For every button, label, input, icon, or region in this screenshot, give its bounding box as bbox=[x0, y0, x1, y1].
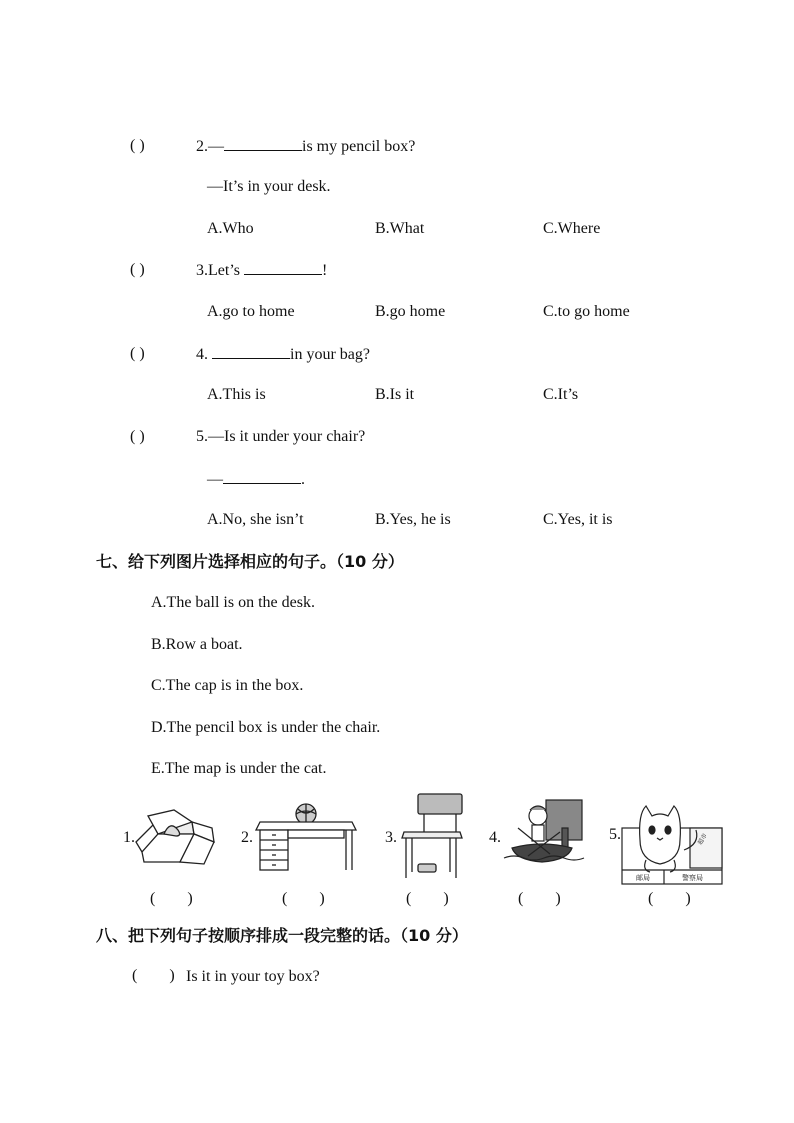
picture-3-answer[interactable]: ( ) bbox=[406, 890, 449, 907]
option-b: B.Is it bbox=[375, 386, 415, 403]
reply-line bbox=[207, 469, 305, 490]
option-c: C.to go home bbox=[543, 303, 630, 320]
open-box-picture bbox=[134, 806, 216, 866]
desk-with-ball-picture bbox=[256, 800, 360, 872]
answer-paren[interactable]: ( ) bbox=[130, 428, 145, 445]
stem-suffix: is my pencil box? bbox=[302, 138, 416, 155]
answer-paren[interactable]: ( ) bbox=[130, 137, 145, 154]
question-stem bbox=[196, 344, 370, 365]
fill-blank[interactable] bbox=[244, 260, 322, 275]
picture-3-number: 3. bbox=[385, 829, 397, 846]
option-b: B.Yes, he is bbox=[375, 511, 451, 528]
map-label-supermarket: 超市 bbox=[696, 832, 709, 847]
reply-prefix: — bbox=[207, 471, 223, 488]
stem-suffix: in your bag? bbox=[290, 346, 370, 363]
option-a: A.Who bbox=[207, 220, 254, 237]
option-a: A.No, she isn’t bbox=[207, 511, 304, 528]
question-number: 2. bbox=[196, 138, 208, 155]
option-c: C.Yes, it is bbox=[543, 511, 613, 528]
answer-line: —It’s in your desk. bbox=[207, 178, 331, 195]
question-stem bbox=[196, 260, 327, 281]
sentence-a: A.The ball is on the desk. bbox=[151, 594, 315, 611]
picture-2-answer[interactable]: ( ) bbox=[282, 890, 325, 907]
question-number: 4. bbox=[196, 346, 208, 363]
reply-suffix: . bbox=[301, 471, 305, 488]
option-c: C.It’s bbox=[543, 386, 579, 403]
fill-blank[interactable] bbox=[224, 136, 302, 151]
row-a-boat-picture bbox=[504, 798, 584, 868]
chair-picture bbox=[398, 792, 466, 882]
fill-blank[interactable] bbox=[223, 469, 301, 484]
question-stem bbox=[196, 427, 365, 447]
picture-4-number: 4. bbox=[489, 829, 501, 846]
picture-5-answer[interactable]: ( ) bbox=[648, 890, 691, 907]
question-stem bbox=[196, 136, 415, 157]
picture-5-number: 5. bbox=[609, 826, 621, 843]
sentence-c: C.The cap is in the box. bbox=[151, 677, 304, 694]
option-a: A.This is bbox=[207, 386, 266, 403]
stem-text: —Is it under your chair? bbox=[208, 428, 366, 445]
stem-suffix: ! bbox=[322, 262, 328, 279]
map-label-post-office: 邮局 bbox=[636, 874, 650, 882]
sentence-d: D.The pencil box is under the chair. bbox=[151, 719, 381, 736]
stem-prefix: Let’s bbox=[208, 262, 244, 279]
option-b: B.What bbox=[375, 220, 425, 237]
map-label-police-station: 警察局 bbox=[682, 874, 703, 882]
sentence-e: E.The map is under the cat. bbox=[151, 760, 327, 777]
option-b: B.go home bbox=[375, 303, 446, 320]
answer-paren[interactable]: ( ) bbox=[130, 261, 145, 278]
answer-paren[interactable]: ( ) bbox=[130, 345, 145, 362]
option-c: C.Where bbox=[543, 220, 601, 237]
question-number: 3. bbox=[196, 262, 208, 279]
stem-prefix: — bbox=[208, 138, 224, 155]
picture-2-number: 2. bbox=[241, 829, 253, 846]
order-answer-paren[interactable]: ( ) bbox=[132, 967, 175, 984]
order-sentence: Is it in your toy box? bbox=[186, 968, 320, 985]
picture-4-answer[interactable]: ( ) bbox=[518, 890, 561, 907]
picture-1-number: 1. bbox=[123, 829, 135, 846]
section-8-heading: 八、把下列句子按顺序排成一段完整的话。（10 分） bbox=[96, 926, 468, 945]
picture-1-answer[interactable]: ( ) bbox=[150, 890, 193, 907]
question-number: 5. bbox=[196, 428, 208, 445]
fill-blank[interactable] bbox=[212, 344, 290, 359]
section-7-heading: 七、给下列图片选择相应的句子。（10 分） bbox=[96, 552, 404, 571]
sentence-b: B.Row a boat. bbox=[151, 636, 243, 653]
option-a: A.go to home bbox=[207, 303, 295, 320]
cat-on-map-picture bbox=[620, 800, 724, 886]
